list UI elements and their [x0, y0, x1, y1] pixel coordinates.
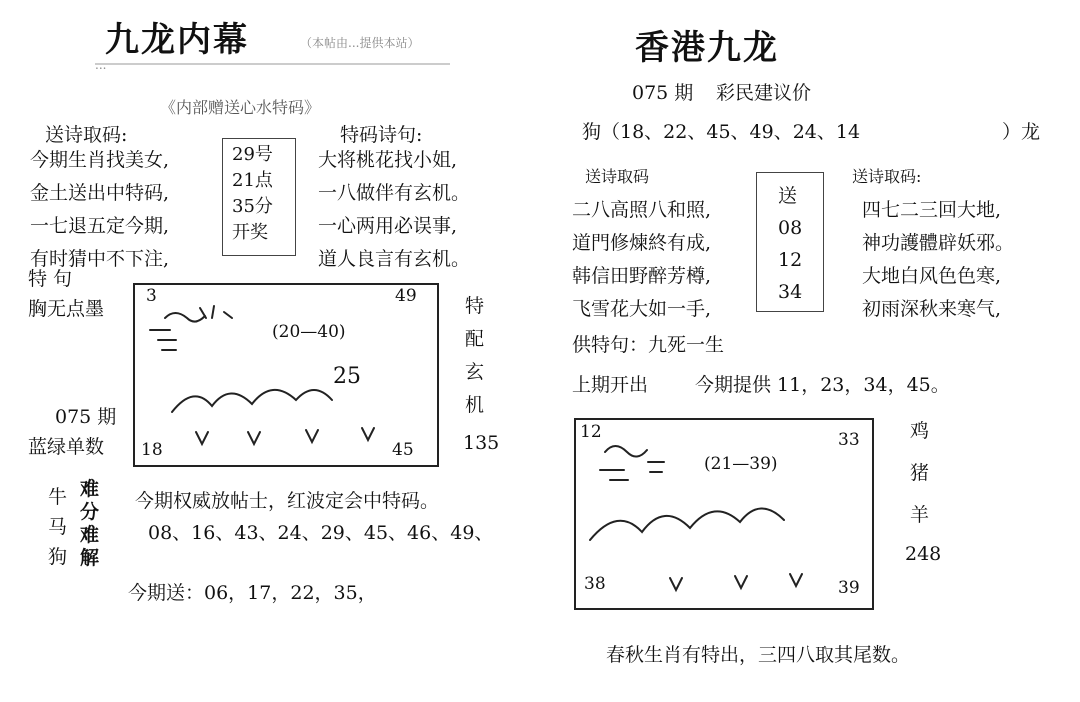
hard-char: 难 — [80, 478, 100, 500]
right-corner-tr: 33 — [838, 430, 860, 450]
right-range: (21—39) — [704, 454, 778, 474]
left-corner-tl: 3 — [146, 286, 157, 306]
hard-char: 解 — [80, 547, 100, 569]
vertical-char: 机 — [465, 394, 485, 416]
poem-line: 四七二三回大地, — [862, 199, 1002, 221]
tejv-text: 胸无点墨 — [28, 298, 105, 320]
inner-tag: 《内部赠送心水特码》 — [160, 98, 321, 117]
left-sun-stroke — [165, 313, 205, 322]
last-line-a: 上期开出 — [572, 374, 649, 396]
special-line: 供特句：九死一生 — [572, 334, 725, 356]
zodiac-char: 马 — [48, 516, 68, 538]
numbers-line: 08、16、43、24、29、45、46、49、 — [148, 522, 494, 544]
right-footer: 春秋生肖有特出，三四八取其尾数。 — [606, 644, 911, 666]
dog-line: 狗（18、22、45、49、24、14 — [582, 121, 861, 143]
left-cloud-stroke — [150, 330, 176, 350]
vertical-char: 配 — [465, 328, 485, 350]
right-poem-label-right: 送诗取码: — [852, 167, 922, 186]
left-right-num: 135 — [463, 432, 500, 454]
vertical-char: 鸡 — [910, 420, 930, 442]
poem-line: 一七退五定今期, — [30, 215, 170, 237]
send-line: 今期送：06，17，22，35， — [128, 582, 377, 604]
right-corner-bl: 38 — [584, 574, 606, 594]
left-title: 九龙内幕 — [105, 20, 249, 60]
poem-line: 道門修煉終有成, — [572, 232, 712, 254]
left-issue-desc: 蓝绿单数 — [28, 436, 105, 458]
vertical-char: 玄 — [465, 361, 485, 383]
vertical-char: 羊 — [910, 504, 930, 526]
poem2-label: 特码诗句: — [340, 124, 423, 146]
poem-line: 大地白风色色寒, — [862, 265, 1002, 287]
left-ray-stroke — [200, 306, 232, 318]
poem-line: 飞雪花大如一手, — [572, 298, 712, 320]
time-line: 开奖 — [232, 222, 268, 243]
poem-line: 初雨深秋来寒气, — [862, 298, 1002, 320]
poem-label: 送诗取码: — [45, 124, 128, 146]
poem-line: 今期生肖找美女, — [30, 149, 170, 171]
right-sun-stroke — [605, 446, 647, 457]
left-mid-number: 25 — [333, 364, 361, 389]
left-range: (20—40) — [272, 322, 346, 342]
right-poem-label-left: 送诗取码 — [585, 167, 650, 186]
send-line: 34 — [778, 281, 803, 303]
right-mountain-stroke — [590, 508, 784, 540]
vertical-char: 特 — [465, 295, 485, 317]
poem2-line: 大将桃花找小姐, — [318, 149, 458, 171]
right-corner-br: 39 — [838, 578, 860, 598]
left-subline: ... — [95, 58, 107, 72]
send-line: 08 — [778, 217, 803, 239]
right-corner-tl: 12 — [580, 422, 602, 442]
hard-char: 难 — [80, 524, 100, 546]
poem-line: 韩信田野醉芳樽, — [572, 265, 712, 287]
left-issue: 075 期 — [55, 406, 117, 428]
left-corner-tr: 49 — [395, 286, 417, 306]
left-subtitle: （本帖由...提供本站） — [300, 36, 420, 50]
poem-line: 神功護體辟妖邪。 — [862, 232, 1015, 254]
poem2-line: 一心两用必误事, — [318, 215, 458, 237]
hard-char: 分 — [80, 501, 100, 523]
poem2-line: 一八做伴有玄机。 — [318, 182, 471, 204]
poem-line: 金土送出中特码, — [30, 182, 170, 204]
dog-line-end: ）龙 — [1002, 121, 1041, 143]
right-issue-text: 彩民建议价 — [716, 82, 812, 104]
poem-line: 二八高照八和照, — [572, 199, 712, 221]
time-line: 29号 — [232, 144, 273, 165]
right-title: 香港九龙 — [635, 28, 779, 68]
poem-line: 有时猜中不下注, — [30, 248, 170, 270]
left-mountain-stroke — [172, 390, 332, 412]
right-right-num: 248 — [905, 543, 942, 565]
left-grass-stroke — [196, 428, 374, 444]
right-cloud-stroke — [600, 462, 664, 480]
zodiac-char: 牛 — [48, 486, 68, 508]
right-grass-stroke — [670, 574, 802, 590]
tejv-label: 特 句 — [28, 268, 73, 290]
send-line: 12 — [778, 249, 803, 271]
left-corner-bl: 18 — [141, 440, 163, 460]
send-line: 送 — [778, 185, 798, 207]
zodiac-char: 狗 — [48, 546, 68, 568]
poem2-line: 道人良言有玄机。 — [318, 248, 471, 270]
vertical-char: 猪 — [910, 462, 930, 484]
post-line: 今期权威放帖士，红波定会中特码。 — [135, 490, 440, 512]
time-line: 21点 — [232, 170, 273, 191]
left-corner-br: 45 — [392, 440, 414, 460]
last-line-b: 今期提供 11，23，34，45。 — [695, 374, 950, 396]
time-line: 35分 — [232, 196, 273, 217]
right-issue: 075 期 — [632, 82, 694, 104]
